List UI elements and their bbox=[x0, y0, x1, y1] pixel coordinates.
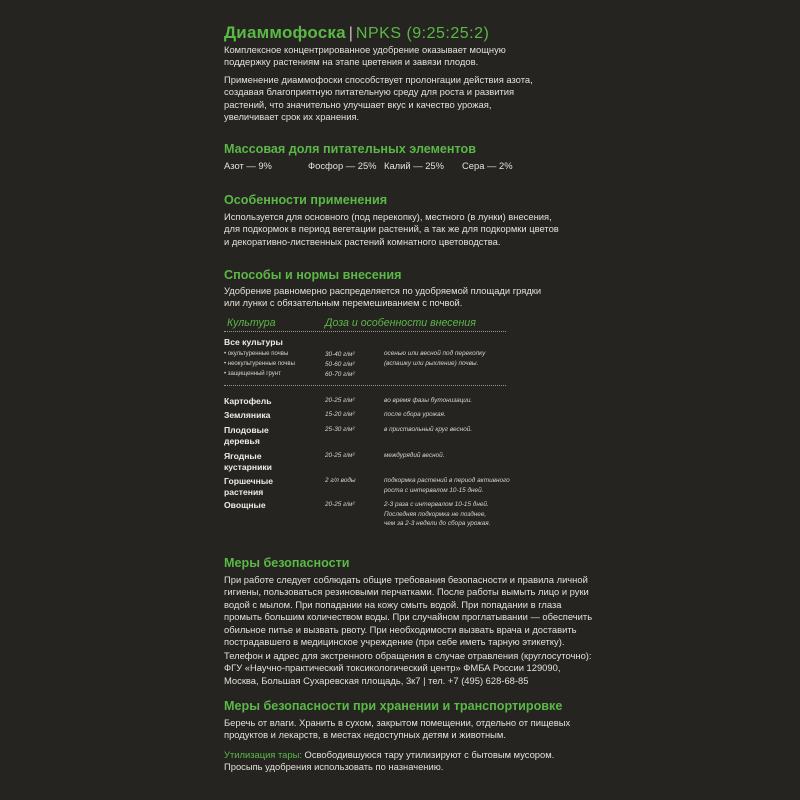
text-line: для подкормок в период вегетации растений, а так же для подкормки цветов bbox=[224, 223, 559, 235]
features-heading: Особенности применения bbox=[224, 193, 388, 207]
dose-value: 20-25 г/м² bbox=[325, 501, 355, 508]
crop-name: Ягодные кустарники bbox=[224, 451, 272, 472]
methods-text bbox=[224, 285, 541, 310]
crop-subtype: • окультуренные почвы bbox=[224, 351, 289, 357]
application-note: 2-3 раза с интервалом 10-15 дней. Последняя подкормка не позднее, чем за 2-3 недели до сбора урожая. bbox=[384, 501, 491, 528]
page-title bbox=[224, 23, 489, 43]
title-separator: | bbox=[348, 25, 353, 42]
dose-value: 60-70 г/м² bbox=[325, 371, 355, 378]
text-line: Беречь от влаги. Хранить в сухом, закрытом помещении, отдельно от пищевых bbox=[224, 717, 571, 728]
table-divider bbox=[224, 385, 506, 386]
nutrient-phosphorus: Фосфор — 25% bbox=[308, 160, 377, 171]
crop-name: Плодовые деревья bbox=[224, 425, 269, 446]
application-note: осенью или весной под перекопку (вспашку или рыхление) почвы. bbox=[384, 350, 486, 367]
features-text bbox=[224, 211, 559, 248]
nutrient-potassium: Калий — 25% bbox=[384, 160, 444, 171]
application-note: междурядий весной. bbox=[384, 452, 445, 459]
dose-value: 20-25 г/м² bbox=[325, 397, 355, 404]
intro-paragraph-1 bbox=[224, 44, 506, 69]
dose-value: 30-40 г/м² bbox=[325, 351, 355, 358]
nutrient-nitrogen: Азот — 9% bbox=[224, 160, 272, 171]
disposal-label: Утилизация тары: bbox=[224, 749, 302, 760]
crop-name: Горшечные растения bbox=[224, 476, 273, 497]
disposal-instruction: Освободившуюся тару утилизируют с бытовым мусором. bbox=[301, 749, 555, 760]
text-line: и декоративно-лиственных растений комнатного цветоводства. bbox=[224, 235, 501, 247]
text-line: Применение диаммофоски способствует пролонгации действия азота, bbox=[224, 74, 533, 85]
crop-name: Картофель bbox=[224, 396, 272, 406]
methods-heading: Способы и нормы внесения bbox=[224, 268, 402, 282]
text-line: Комплексное концентрированное удобрение оказывает мощную bbox=[224, 44, 506, 55]
text-line: водой с мылом. При попадании на кожу смыть водой. При попадании в глаза bbox=[224, 598, 562, 610]
intro-paragraph-2 bbox=[224, 74, 533, 124]
text-line: продуктов и лекарств, в местах недоступных детям и животным. bbox=[224, 729, 506, 741]
column-header-dose: Доза и особенности внесения bbox=[325, 317, 476, 329]
nutrients-heading: Массовая доля питательных элементов bbox=[224, 142, 476, 156]
text-line: Удобрение равномерно распределяется по удобряемой площади грядки bbox=[224, 285, 542, 296]
application-note: в приствольный круг весной. bbox=[384, 426, 473, 433]
product-name: Диаммофоска bbox=[224, 23, 346, 42]
disposal-text bbox=[224, 749, 554, 774]
text-line: гигиены, пользоваться резиновыми перчатками. После работы вымыть лицо и руки bbox=[224, 586, 589, 598]
storage-text bbox=[224, 717, 570, 742]
text-line: Москва, Большая Сухаревская площадь, 3к7 | тел. +7 (495) 628-68-85 bbox=[224, 674, 529, 686]
text-line: или лунки с обязательным перемешиванием с почвой. bbox=[224, 297, 463, 309]
crop-name: Земляника bbox=[224, 410, 271, 420]
crop-subtype: • защищенный грунт bbox=[224, 371, 281, 377]
dose-value: 15-20 г/м² bbox=[325, 411, 355, 418]
text-line: ФГУ «Научно-практический токсикологический центр» ФМБА России 129090, bbox=[224, 662, 561, 674]
crop-subtype: • неокультуренные почвы bbox=[224, 361, 295, 367]
dose-value: 50-60 г/м² bbox=[325, 361, 355, 368]
nutrient-sulfur: Сера — 2% bbox=[462, 160, 513, 171]
application-note: после сбора урожая. bbox=[384, 411, 446, 418]
column-header-crop: Культура bbox=[227, 317, 276, 329]
text-line: поддержку растениям на этапе цветения и завязи плодов. bbox=[224, 56, 479, 68]
emergency-contact bbox=[224, 650, 592, 687]
application-note: во время фазы бутонизации. bbox=[384, 397, 473, 404]
safety-text bbox=[224, 574, 592, 648]
text-line: создавая благоприятную питательную среду для роста и развития bbox=[224, 86, 515, 98]
text-line: При работе следует соблюдать общие требования безопасности и правила личной bbox=[224, 574, 588, 585]
text-line: растений, что значительно улучшает вкус и качество урожая, bbox=[224, 98, 492, 110]
text-line: обильное питье и вызвать рвоту. При необходимости вызвать врача и доставить bbox=[224, 623, 577, 635]
text-line: Используется для основного (под перекопку), местного (в лунки) внесения, bbox=[224, 211, 552, 222]
dose-value: 2 г/л воды bbox=[325, 477, 356, 484]
application-note: подкормка растений в период активного роста с интервалом 10-15 дней. bbox=[384, 477, 510, 494]
storage-heading: Меры безопасности при хранении и транспортировке bbox=[224, 699, 563, 713]
text-line: промыть большим количеством воды. При случайном проглатывании — обеспечить bbox=[224, 611, 593, 623]
text-line: Телефон и адрес для экстренного обращения в случае отравления (круглосуточно): bbox=[224, 650, 592, 661]
text-line: пострадавшего в медицинское учреждение (при себе иметь тарную этикетку). bbox=[224, 636, 565, 648]
dose-value: 20-25 г/м² bbox=[325, 452, 355, 459]
crop-name: Овощные bbox=[224, 500, 266, 510]
final-instruction: Просыпь удобрения использовать по назначению. bbox=[224, 761, 444, 773]
dose-value: 25-30 г/м² bbox=[325, 426, 355, 433]
table-divider bbox=[224, 331, 506, 332]
crop-name: Все культуры bbox=[224, 337, 283, 347]
text-line: увеличивает срок их хранения. bbox=[224, 111, 360, 123]
product-formula: NPKS (9:25:25:2) bbox=[355, 25, 490, 42]
safety-heading: Меры безопасности bbox=[224, 556, 350, 570]
